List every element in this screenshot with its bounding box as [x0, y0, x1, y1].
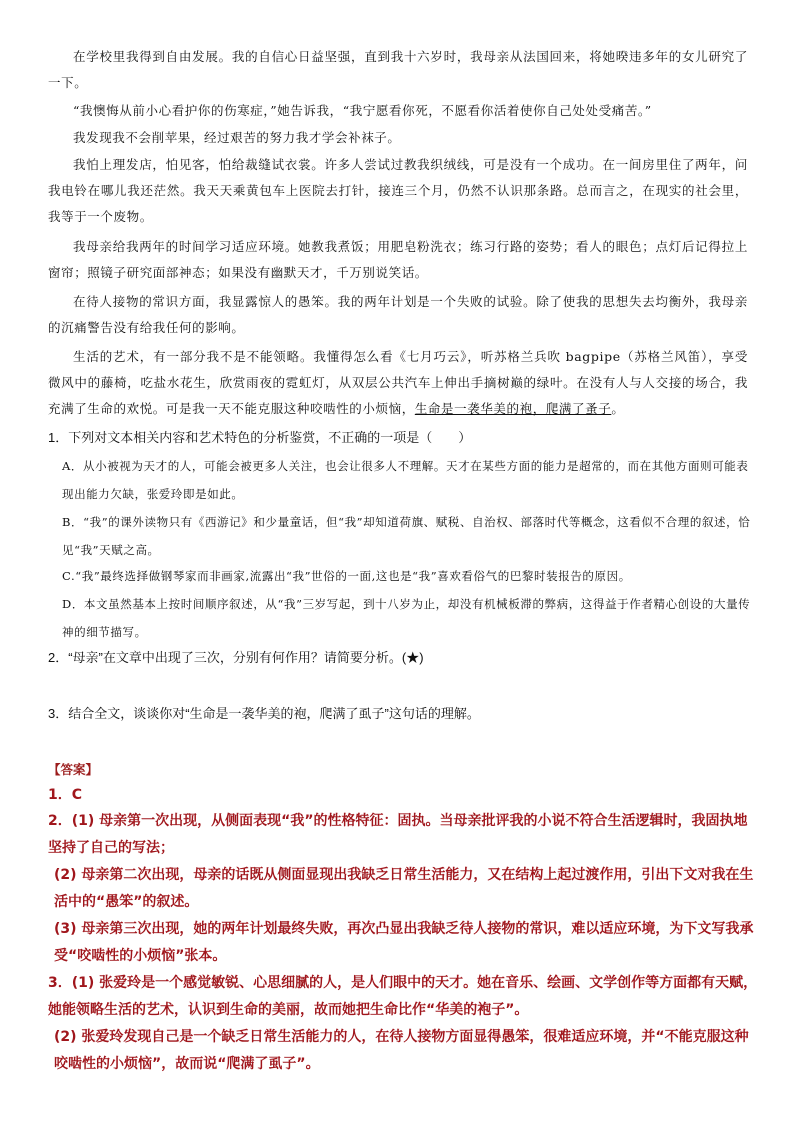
passage-paragraph-2: “我懊悔从前小心看护你的伤寒症，”她告诉我，“我宁愿看你死，不愿看你活着使你自己处处受痛苦。” — [73, 103, 652, 118]
passage-paragraph-6: 在待人接物的常识方面，我显露惊人的愚笨。我的两年计划是一个失败的试验。除了使我的思想失去均衡外，我母亲的沉痛警告没有给我任何的影响。 — [48, 294, 748, 335]
paragraph-7-text: 生活的艺术，有一部分我不是不能领略。我懂得怎么看《七月巧云》，听苏格兰兵吹 bagpipe（苏格兰风笛），享受微风中的藤椅，吃盐水花生，欣赏雨夜的霓虹灯，从双层公共汽车上伸出手摘树巅的绿叶。在没有人与人交接的场合，我充满了生命的欢悦。可是我一天不能克服这种咬啮性的小烦恼， — [48, 349, 748, 416]
passage-paragraph-3: 我发现我不会削苹果，经过艰苦的努力我才学会补袜子。 — [73, 130, 401, 145]
option-c: C.“我”最终选择做钢琴家而非画家,流露出“我”世俗的一面,这也是“我”喜欢看俗气的巴黎时装报告的原因。 — [62, 569, 631, 583]
option-b: B．“我”的课外读物只有《西游记》和少量童话，但“我”却知道荷旗、赋税、自治权、部落时代等概念，这看似不合理的叙述，恰见“我”天赋之高。 — [62, 515, 751, 557]
passage-paragraph-4: 我怕上理发店，怕见客，怕给裁缝试衣裳。许多人尝试过教我织绒线，可是没有一个成功。在一间房里住了两年，问我电铃在哪儿我还茫然。我天天乘黄包车上医院去打针，接连三个月，仍然不认识那条路。总而言之，在现实的社会里，我等于一个废物。 — [48, 157, 748, 224]
answer-2-part-1: 2．(1) 母亲第一次出现，从侧面表现“我”的性格特征：固执。当母亲批评我的小说不符合生活逻辑时，我固执地坚持了自己的写法； — [48, 813, 748, 856]
question-3: 3．结合全文，谈谈你对“生命是一袭华美的袍，爬满了虱子”这句话的理解。 — [48, 706, 480, 721]
answer-3-part-1: 3．(1) 张爱玲是一个感觉敏锐、心思细腻的人，是人们眼中的天才。她在音乐、绘画、文学创作等方面都有天赋，她能领略生活的艺术，认识到生命的美丽，故而她把生命比作“华美的袍子”。 — [48, 975, 758, 1018]
paragraph-7-end: 。 — [611, 401, 625, 416]
option-a: A．从小被视为天才的人，可能会被更多人关注，也会让很多人不理解。天才在某些方面的能力是超常的，而在其他方面则可能表现出能力欠缺，张爱玲即是如此。 — [62, 459, 749, 501]
question-2: 2．“母亲”在文章中出现了三次，分别有何作用？请简要分析。(★) — [48, 650, 424, 665]
underlined-sentence: 生命是一袭华美的袍，爬满了蚤子 — [414, 401, 612, 416]
passage-paragraph-5: 我母亲给我两年的时间学习适应环境。她教我煮饭；用肥皂粉洗衣；练习行路的姿势；看人的眼色；点灯后记得拉上窗帘；照镜子研究面部神态；如果没有幽默天才，千万别说笑话。 — [48, 239, 748, 280]
answer-heading: 【答案】 — [48, 762, 99, 777]
passage-paragraph-7 — [48, 344, 748, 422]
answer-3-part-2: (2) 张爱玲发现自己是一个缺乏日常生活能力的人，在待人接物方面显得愚笨，很难适应环境，并“不能克服这种咬啮性的小烦恼”，故而说“爬满了虱子”。 — [54, 1029, 749, 1072]
answer-1: 1．C — [48, 787, 83, 803]
answer-2-part-2: (2) 母亲第二次出现，母亲的话既从侧面显现出我缺乏日常生活能力，又在结构上起过渡作用，引出下文对我在生活中的“愚笨”的叙述。 — [54, 867, 754, 910]
option-d: D．本文虽然基本上按时间顺序叙述，从“我”三岁写起，到十八岁为止，却没有机械板滞的弊病，这得益于作者精心创设的大量传神的细节描写。 — [62, 597, 751, 639]
answer-2-part-3: (3) 母亲第三次出现，她的两年计划最终失败，再次凸显出我缺乏待人接物的常识，难以适应环境，为下文写我承受“咬啮性的小烦恼”张本。 — [54, 921, 754, 964]
question-1: 1．下列对文本相关内容和艺术特色的分析鉴赏，不正确的一项是（ ） — [48, 430, 472, 445]
passage-paragraph-1: 在学校里我得到自由发展。我的自信心日益坚强，直到我十六岁时，我母亲从法国回来，将她暌违多年的女儿研究了一下。 — [48, 49, 748, 90]
